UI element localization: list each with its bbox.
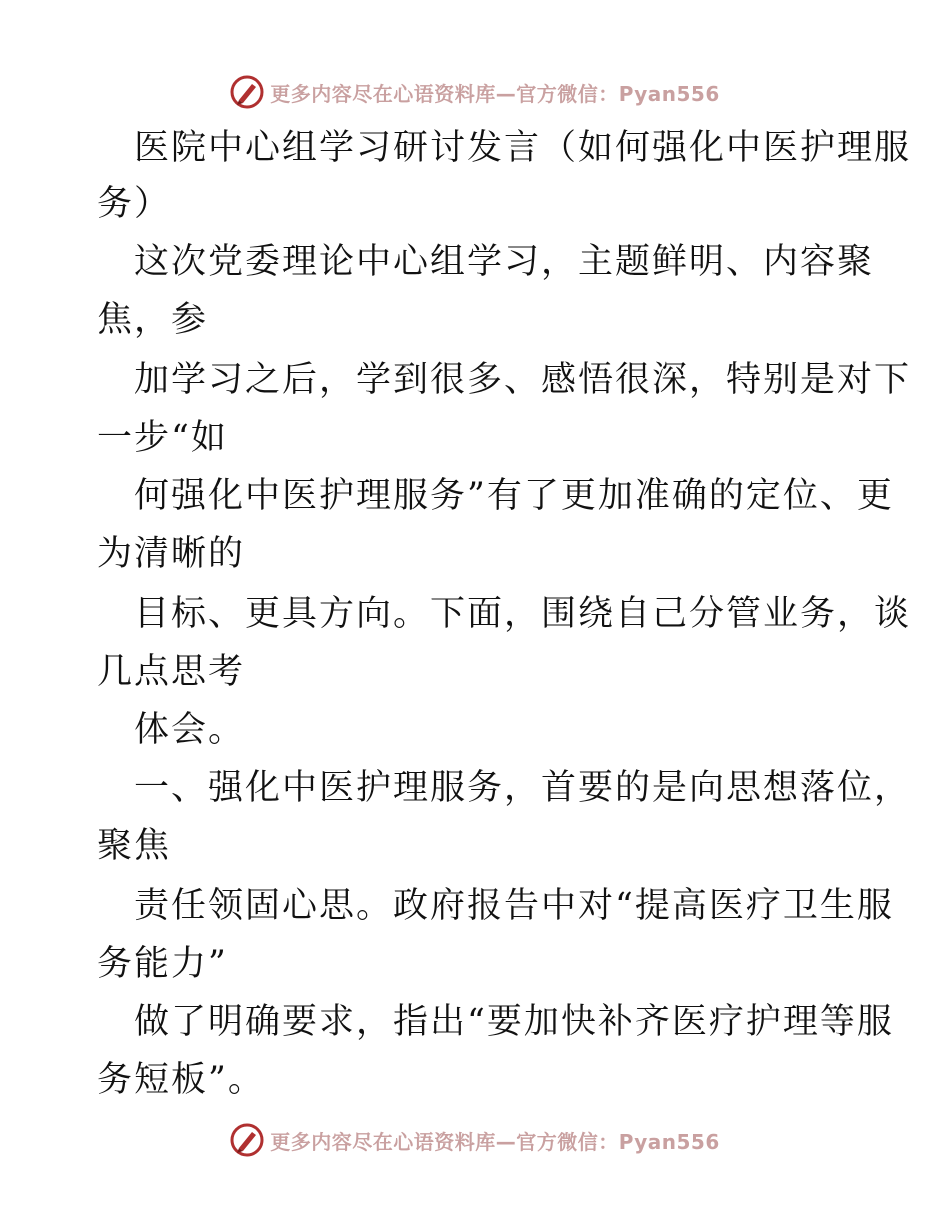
text-line: 聚焦 (97, 826, 172, 866)
text-line: 医院中心组学习研讨发言（如何强化中医护理服 (134, 128, 912, 168)
text-line: 为清晰的 (97, 534, 246, 574)
header-watermark (0, 72, 950, 112)
text-line: 责任领固心思。政府报告中对“提高医疗卫生服 (134, 886, 894, 926)
text-line: 几点思考 (97, 652, 246, 692)
watermark-text: 更多内容尽在心语资料库—官方微信：Pyan556 (270, 81, 720, 106)
text-line: 目标、更具方向。下面，围绕自己分管业务，谈 (134, 594, 912, 634)
pen-logo-icon (230, 75, 264, 109)
pen-logo-icon (230, 1123, 264, 1157)
text-line: 务能力” (97, 944, 228, 984)
text-line: 加学习之后，学到很多、感悟很深，特别是对下 (134, 360, 912, 400)
text-line: 务短板”。 (97, 1060, 265, 1100)
text-line: 这次党委理论中心组学习，主题鲜明、内容聚 (134, 242, 875, 282)
text-line: 一、强化中医护理服务，首要的是向思想落位， (134, 768, 912, 808)
text-line: 体会。 (134, 710, 246, 750)
text-line: 做了明确要求，指出“要加快补齐医疗护理等服 (134, 1002, 894, 1042)
text-line: 焦，参 (97, 300, 209, 340)
watermark-text: 更多内容尽在心语资料库—官方微信：Pyan556 (270, 1129, 720, 1154)
footer-watermark (0, 1120, 950, 1160)
text-line: 务） (97, 184, 172, 224)
text-line: 一步“如 (97, 418, 228, 458)
text-line: 何强化中医护理服务”有了更加准确的定位、更 (134, 476, 894, 516)
